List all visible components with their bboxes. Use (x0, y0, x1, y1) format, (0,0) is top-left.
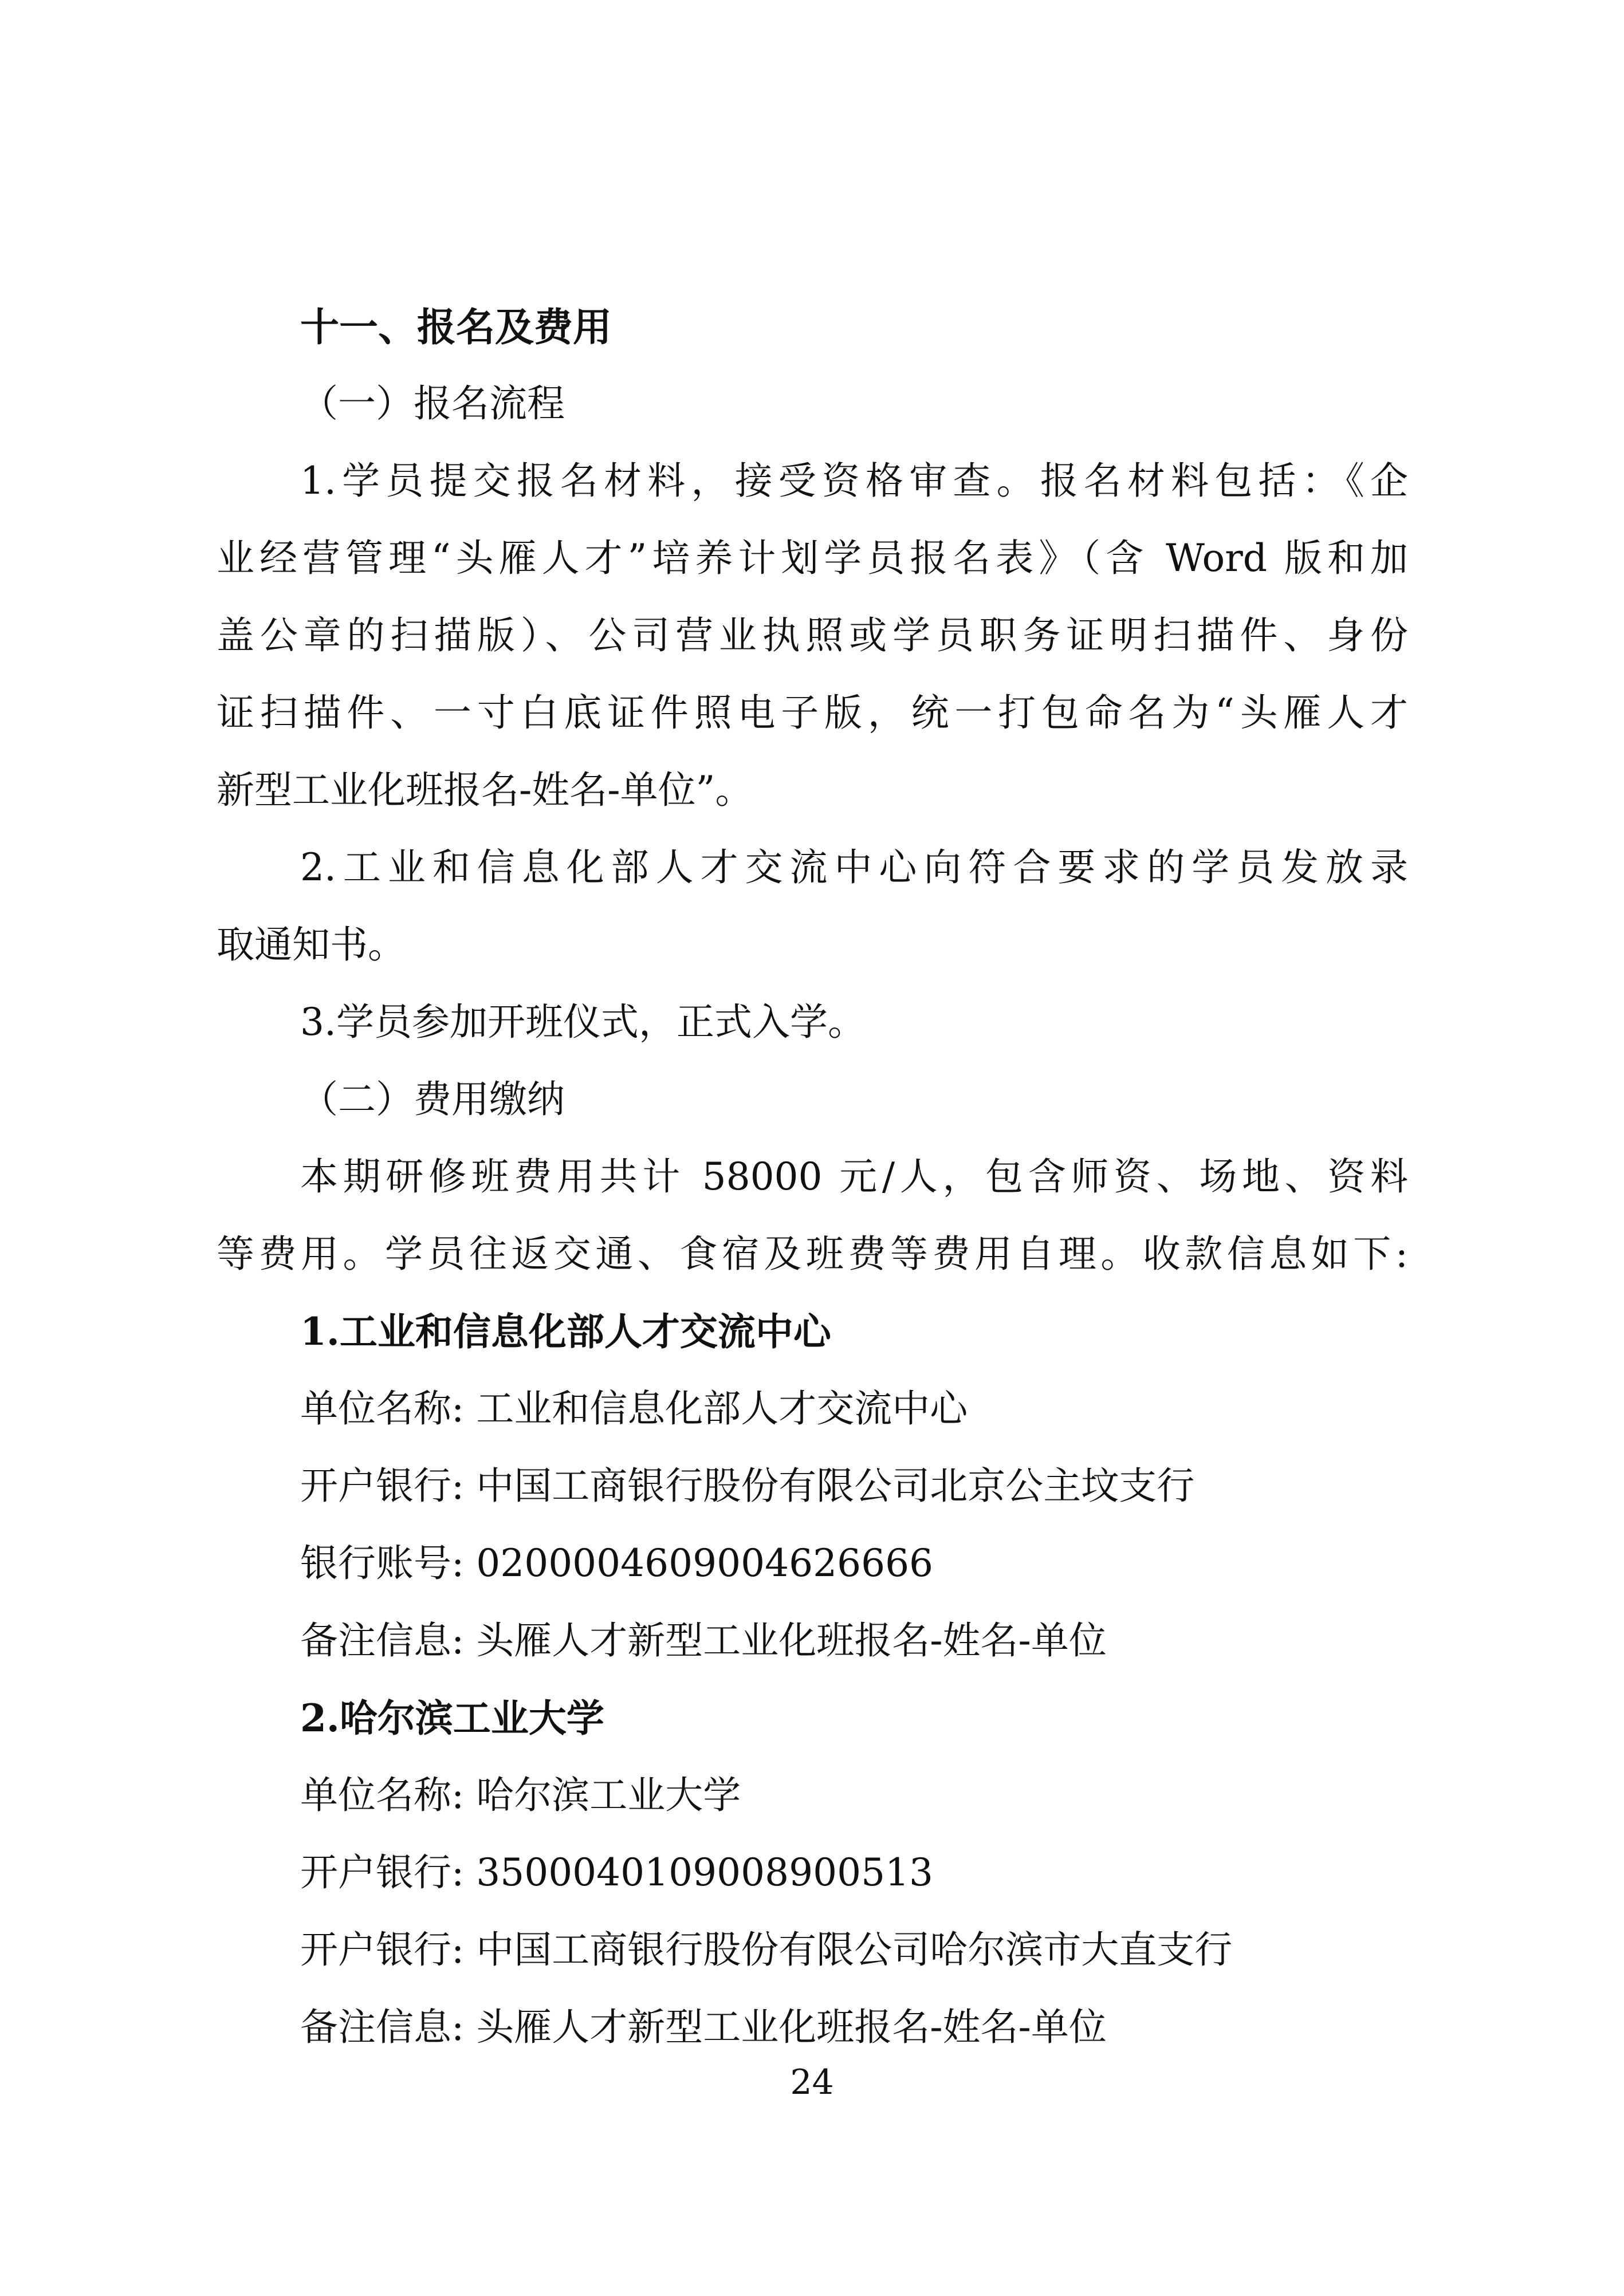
payee-info-line: 开户银行: 中国工商银行股份有限公司北京公主坟支行 (300, 1464, 1195, 1508)
paragraph-line: 等费用。学员往返交通、食宿及班费等费用自理。收款信息如下: (217, 1232, 1408, 1276)
payee-title: 2.哈尔滨工业大学 (300, 1696, 604, 1740)
payee-info-line: 单位名称: 哈尔滨工业大学 (300, 1773, 741, 1817)
subsection-heading-fees: （二）费用缴纳 (300, 1077, 565, 1121)
payee-info-line: 开户银行: 3500040109008900513 (300, 1850, 934, 1895)
payee-info-line: 银行账号: 0200004609004626666 (300, 1541, 934, 1585)
payee-info-line: 开户银行: 中国工商银行股份有限公司哈尔滨市大直支行 (300, 1928, 1233, 1972)
paragraph-line: 本期研修班费用共计 58000 元/人，包含师资、场地、资料 (300, 1155, 1408, 1199)
paragraph-line: 取通知书。 (217, 923, 406, 967)
paragraph-line: 2.工业和信息化部人才交流中心向符合要求的学员发放录 (300, 845, 1408, 889)
payee-info-line: 备注信息: 头雁人才新型工业化班报名-姓名-单位 (300, 2005, 1107, 2049)
payee-info-line: 单位名称: 工业和信息化部人才交流中心 (300, 1387, 968, 1431)
paragraph-line: 3.学员参加开班仪式，正式入学。 (300, 1000, 866, 1044)
paragraph-line: 盖公章的扫描版）、公司营业执照或学员职务证明扫描件、身份 (217, 613, 1408, 657)
page-number: 24 (790, 2062, 834, 2102)
section-heading: 十一、报名及费用 (300, 305, 612, 350)
payee-title: 1.工业和信息化部人才交流中心 (300, 1309, 831, 1354)
paragraph-line: 1.学员提交报名材料，接受资格审查。报名材料包括：《企 (300, 459, 1408, 503)
payee-info-line: 备注信息: 头雁人才新型工业化班报名-姓名-单位 (300, 1618, 1107, 1663)
subsection-heading-registration: （一）报名流程 (300, 381, 565, 426)
paragraph-line: 新型工业化班报名-姓名-单位”。 (217, 768, 753, 812)
paragraph-line: 业经营管理“头雁人才”培养计划学员报名表》（含 Word 版和加 (217, 536, 1408, 580)
paragraph-line: 证扫描件、一寸白底证件照电子版，统一打包命名为“头雁人才 (217, 691, 1408, 735)
